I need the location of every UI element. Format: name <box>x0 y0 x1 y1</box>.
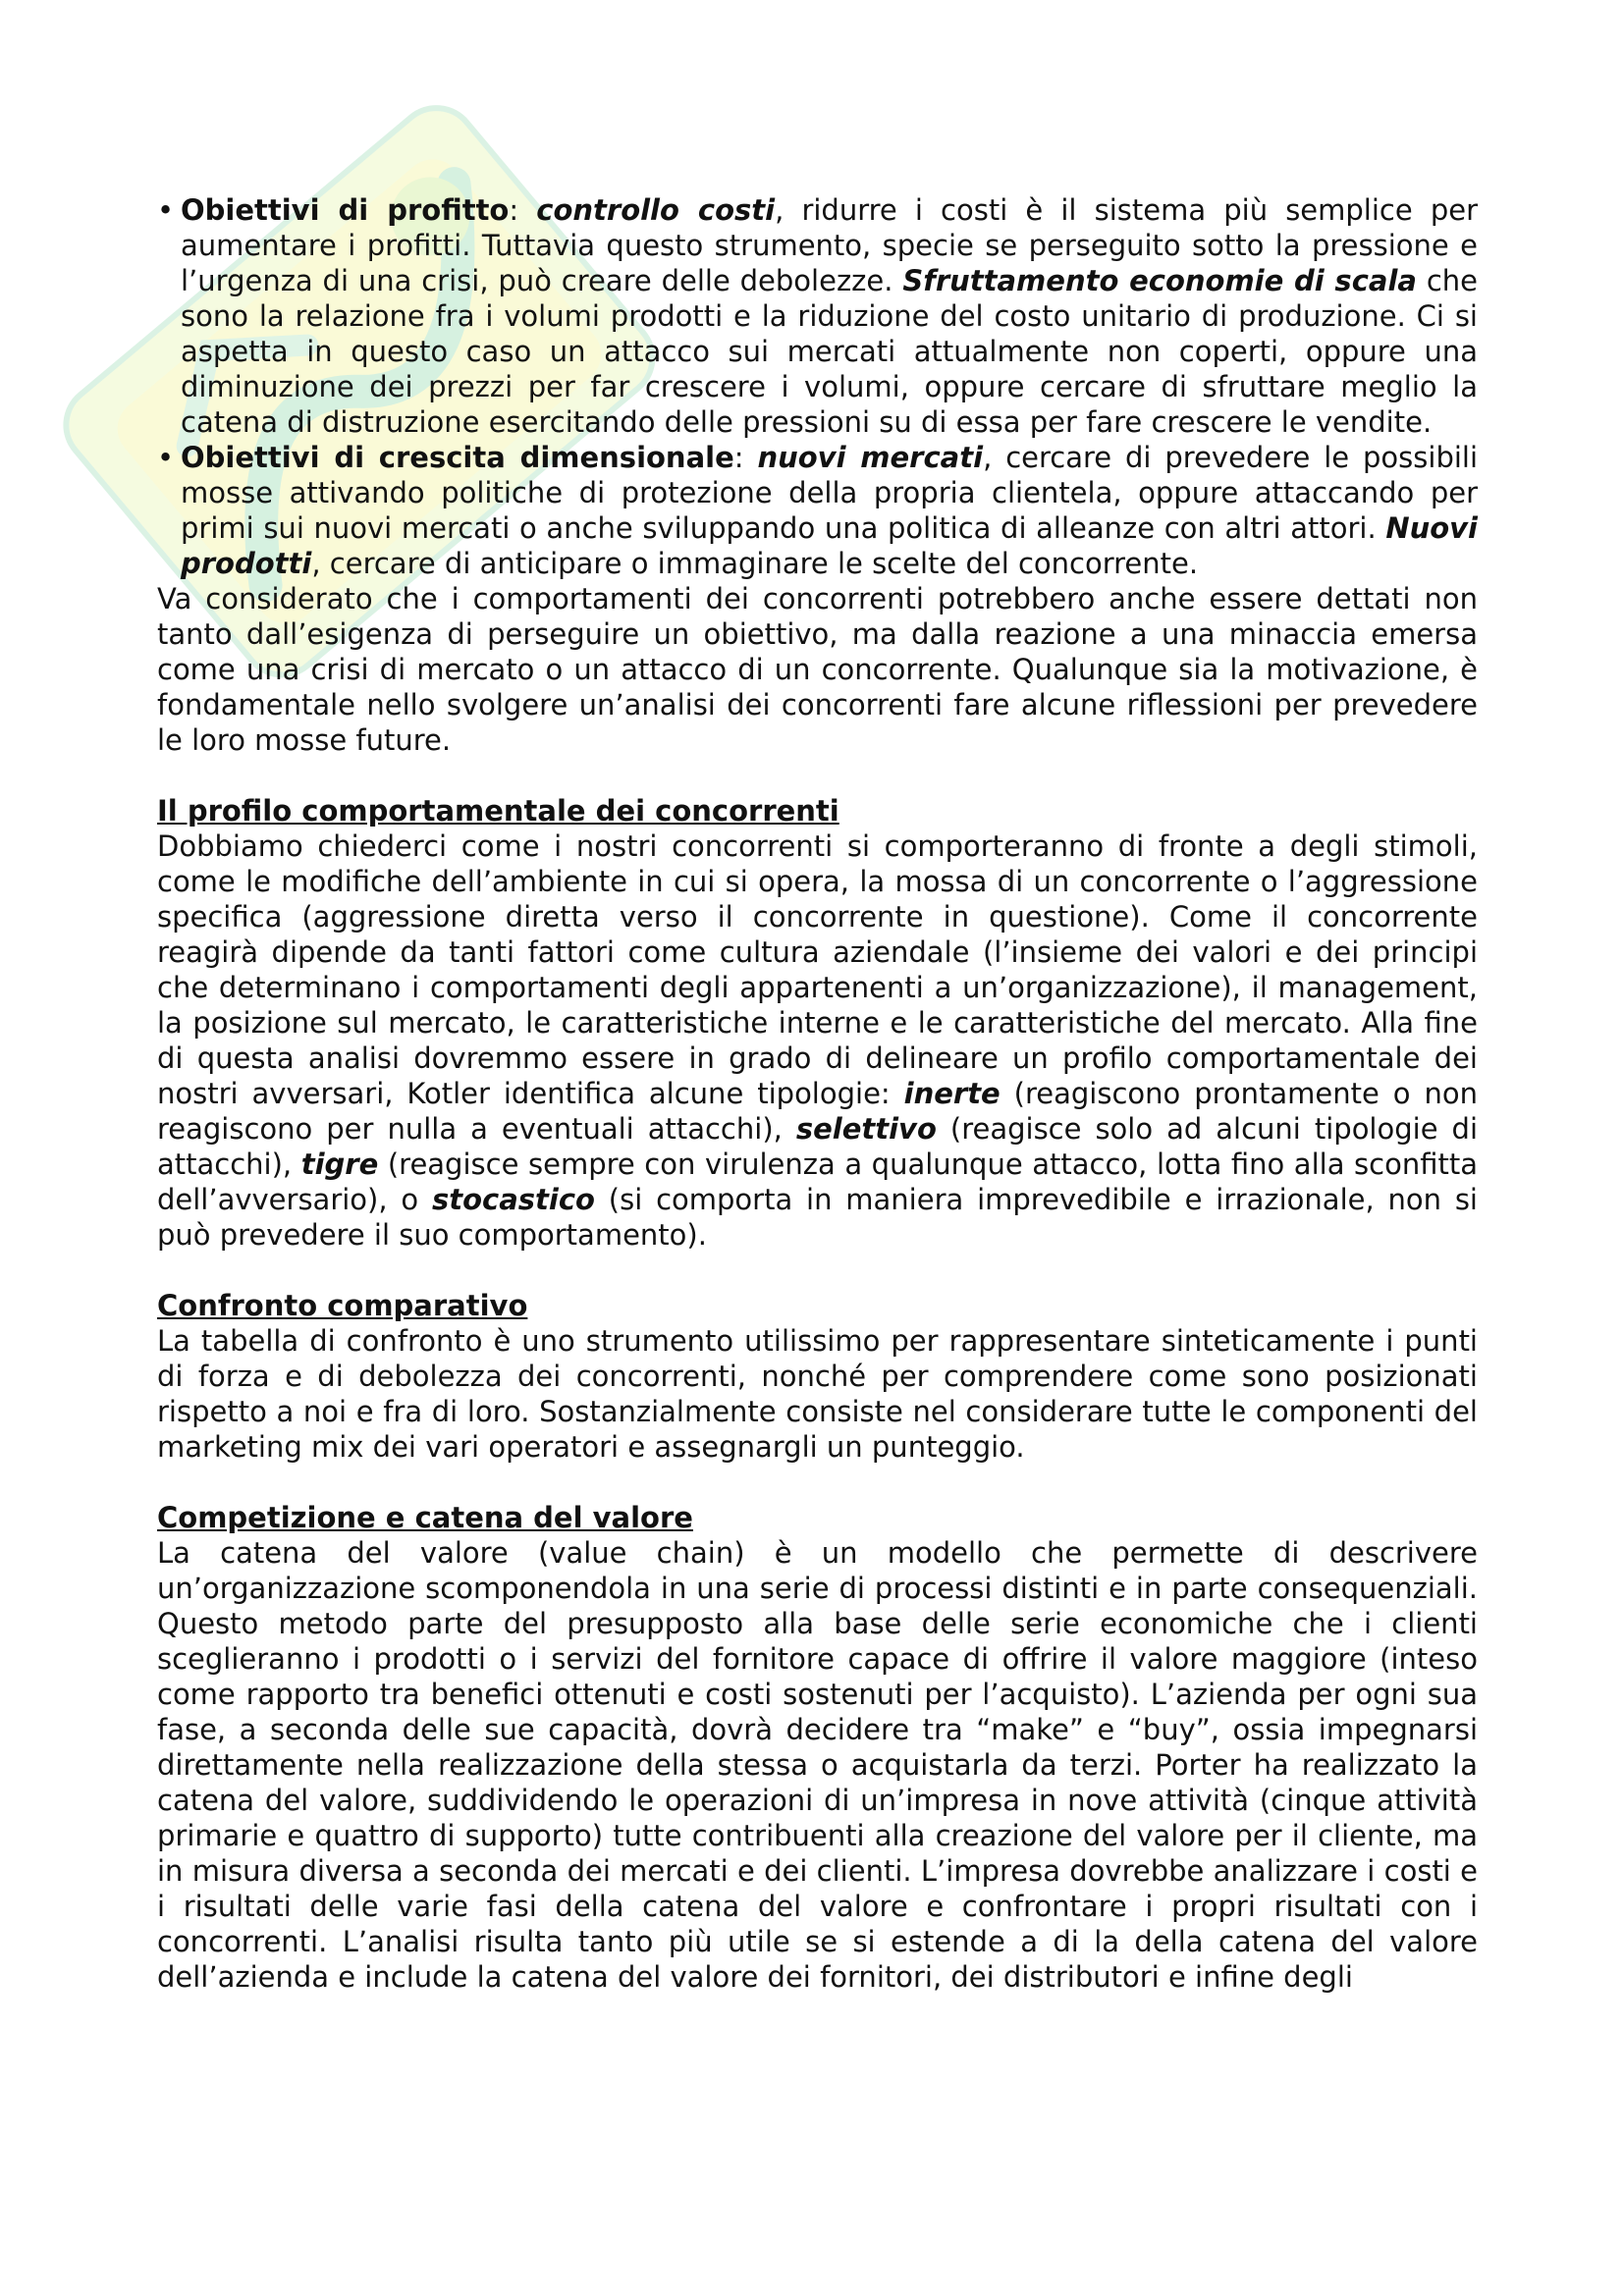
section-heading-profilo: Il profilo comportamentale dei concorrenti <box>157 794 839 828</box>
type-term: stocastico <box>431 1183 595 1216</box>
section-paragraph-catena: La catena del valore (value chain) è un modello che permette di descrivere un’organizzazione scomponendola in una serie di processi distinti e in parte consequenziali. Questo metodo parte del presupposto alla base delle serie economiche che i clienti sceglieranno i prodotti o i servizi del fornitore capace di offrire il valore maggiore (inteso come rapporto tra benefici ottenuti e costi sostenuti per l’acquisto). L’azienda per ogni sua fase, a seconda delle sue capacità, dovrà decidere tra “make” e “buy”, ossia impegnarsi direttamente nella realizzazione della stessa o acquistarla da terzi. Porter ha realizzato la catena del valore, suddividendo le operazioni di un’impresa in nove attività (cinque attività primarie e quattro di supporto) tutte contribuenti alla creazione del valore per il cliente, ma in misura diversa a seconda dei mercati e dei clienti. L’impresa dovrebbe analizzare i costi e i risultati delle varie fasi della catena del valore e confrontare i propri risultati con i concorrenti. L’analisi risulta tanto più utile se si estende a di la della catena del valore dell’azienda e include la catena del valore dei fornitori, dei distributori e infine degli <box>157 1536 1478 1994</box>
document-body <box>157 192 1478 1995</box>
bullet-icon: • <box>157 193 175 227</box>
spacer <box>157 1465 1478 1500</box>
spacer <box>157 1253 1478 1288</box>
bullet-separator: : <box>509 193 537 227</box>
bullet-emphasis: Nuovi prodotti <box>181 511 1478 580</box>
section-paragraph-confronto: La tabella di confronto è uno strumento utilissimo per rappresentare sinteticamente i punti di forza e di debolezza dei concorrenti, nonché per comprendere come sono posizionati rispetto a noi e fra di loro. Sostanzialmente consiste nel considerare tutte le componenti del marketing mix dei vari operatori e assegnargli un punteggio. <box>157 1324 1478 1464</box>
objectives-list <box>157 192 1478 581</box>
bullet-emphasis: nuovi mercati <box>757 441 984 474</box>
section-heading-confronto: Confronto comparativo <box>157 1289 528 1322</box>
bullet-title: Obiettivi di profitto <box>181 193 510 227</box>
type-description: (reagisce sempre con virulenza a qualunque attacco, lotta fino alla sconfitta dell’avversario), o <box>157 1148 1478 1216</box>
type-description: (si comporta in maniera imprevedibile e irrazionale, non si può prevedere il suo comportamento). <box>157 1183 1478 1252</box>
bullet-emphasis: controllo costi <box>536 193 776 227</box>
bullet-title: Obiettivi di crescita dimensionale <box>181 441 734 474</box>
paragraph-text: Dobbiamo chiederci come i nostri concorrenti si comporteranno di fronte a degli stimoli, come le modifiche dell’ambiente in cui si opera, la mossa di un concorrente o l’aggressione specifica (aggressione diretta verso il concorrente in questione). Come il concorrente reagirà dipende da tanti fattori come cultura aziendale (l’insieme dei valori e dei principi che determinano i comportamenti degli appartenenti a un’organizzazione), il management, la posizione sul mercato, le caratteristiche interne e le caratteristiche del mercato. Alla fine di questa analisi dovremmo essere in grado di delineare un profilo comportamentale dei nostri avversari, Kotler identifica alcune tipologie: <box>157 829 1478 1110</box>
type-term: inerte <box>903 1077 1001 1110</box>
type-term: tigre <box>300 1148 379 1181</box>
spacer <box>157 758 1478 793</box>
bullet-emphasis: Sfruttamento economie di scala <box>902 264 1417 297</box>
bullet-text: che sono la relazione fra i volumi prodotti e la riduzione del costo unitario di produzione. Ci si aspetta in questo caso un attacco sui mercati attualmente non coperti, oppure una diminuzione dei prezzi per far crescere i volumi, oppure cercare di sfruttare meglio la catena di distruzione esercitando delle pressioni su di essa per fare crescere le vendite. <box>181 264 1478 439</box>
bullet-separator: : <box>733 441 758 474</box>
section-paragraph-profilo <box>157 828 1478 1253</box>
bullet-text: , ridurre i costi è il sistema più semplice per aumentare i profitti. Tuttavia questo strumento, specie se perseguito sotto la pressione e l’urgenza di una crisi, può creare delle debolezze. <box>181 193 1478 297</box>
type-term: selettivo <box>795 1112 937 1146</box>
list-item <box>157 192 1478 440</box>
bullet-text: , cercare di anticipare o immaginare le scelte del concorrente. <box>311 547 1199 580</box>
section-heading-catena: Competizione e catena del valore <box>157 1501 693 1534</box>
type-description: (reagiscono prontamente o non reagiscono per nulla a eventuali attacchi), <box>157 1077 1479 1146</box>
type-description: (reagisce solo ad alcuni tipologie di attacchi), <box>157 1112 1479 1181</box>
intro-paragraph: Va considerato che i comportamenti dei concorrenti potrebbero anche essere dettati non tanto dall’esigenza di perseguire un obiettivo, ma dalla reazione a una minaccia emersa come una crisi di mercato o un attacco di un concorrente. Qualunque sia la motivazione, è fondamentale nello svolgere un’analisi dei concorrenti fare alcune riflessioni per prevedere le loro mosse future. <box>157 582 1478 757</box>
bullet-icon: • <box>157 441 175 474</box>
list-item <box>157 440 1478 581</box>
bullet-text: , cercare di prevedere le possibili mosse attivando politiche di protezione della propria clientela, oppure attaccando per primi sui nuovi mercati o anche sviluppando una politica di alleanze con altri attori. <box>181 441 1479 545</box>
